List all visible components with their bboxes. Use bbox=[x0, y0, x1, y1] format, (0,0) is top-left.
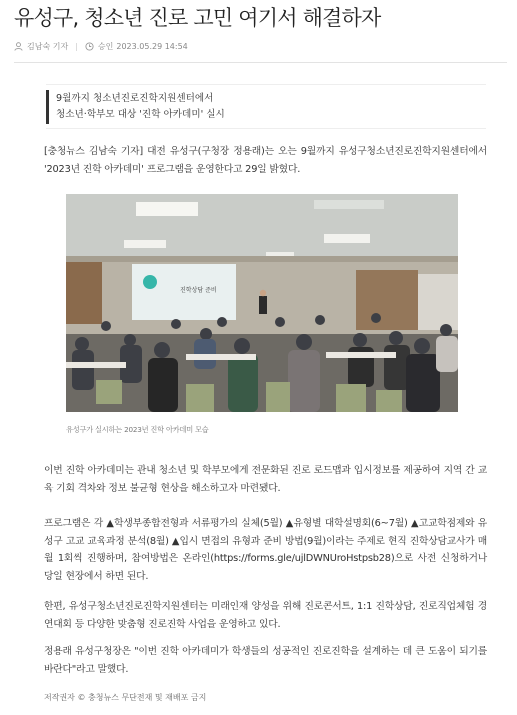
article-photo bbox=[66, 194, 458, 412]
screen-text: 진학상담 준비 bbox=[180, 287, 217, 294]
byline-divider: | bbox=[75, 42, 78, 51]
byline bbox=[14, 41, 188, 52]
photo-caption: 유성구가 실시하는 2023년 진학 아카데미 모습 bbox=[66, 425, 209, 434]
article-paragraph: 정용래 유성구청장은 "이번 진학 아카데미가 학생들의 성공적인 진로진학을 설계하는 데 큰 도움이 되기를 바란다"라고 말했다. bbox=[44, 646, 487, 675]
header-divider bbox=[14, 62, 507, 63]
article-paragraph: 한편, 유성구청소년진로진학지원센터는 미래인재 양성을 위해 진로콘서트, 1:1 진학상담, 진로직업체험 경연대회 등 다양한 맞춤형 진로진학 사업을 운영하고 있다. bbox=[44, 601, 487, 630]
article-paragraph: 프로그램은 각 ▲학생부종합전형과 서류평가의 실체(5월) ▲유형별 대학설명회(6~7월) ▲고교학점제와 유성구 고교 교육과정 분석(8월) ▲입시 면접의 유형과 준비 방법(9월)이라는 주제로 현직 진학상담교사가 매월 1회씩 진행하며, 참여방법은 온라인(https://forms.gle/ujlDWNUroHstpsb28)으로 사전 신청하거나 당일 현장에서 하면 된다. bbox=[44, 518, 487, 582]
reporter-name: 김남숙 기자 bbox=[27, 42, 69, 51]
summary-line: 청소년·학부모 대상 '진학 아카데미' 실시 bbox=[56, 109, 225, 120]
article-summary bbox=[46, 90, 486, 124]
classroom-photo-illustration bbox=[66, 194, 458, 412]
article-paragraph: [충청뉴스 김남숙 기자] 대전 유성구(구청장 정용래)는 오는 9월까지 유성구청소년진로진학지원센터에서 '2023년 진학 아카데미' 프로그램을 운영한다고 29일 밝혔다. bbox=[44, 146, 487, 175]
article-title: 유성구, 청소년 진로 고민 여기서 해결하자 bbox=[14, 6, 381, 30]
person-icon bbox=[14, 42, 23, 51]
article-paragraph: 이번 진학 아카데미는 관내 청소년 및 학부모에게 전문화된 진로 로드맵과 입시정보를 제공하여 지역 간 교육 기회 격차와 정보 불균형 현상을 해소하고자 마련됐다. bbox=[44, 465, 487, 494]
approved-label: 승인 bbox=[97, 42, 114, 51]
copyright-notice: 저작권자 © 충청뉴스 무단전재 및 재배포 금지 bbox=[44, 693, 207, 702]
summary-line: 9월까지 청소년진로진학지원센터에서 bbox=[56, 93, 214, 104]
approved-date: 2023.05.29 14:54 bbox=[116, 42, 188, 51]
clock-icon bbox=[85, 42, 94, 51]
